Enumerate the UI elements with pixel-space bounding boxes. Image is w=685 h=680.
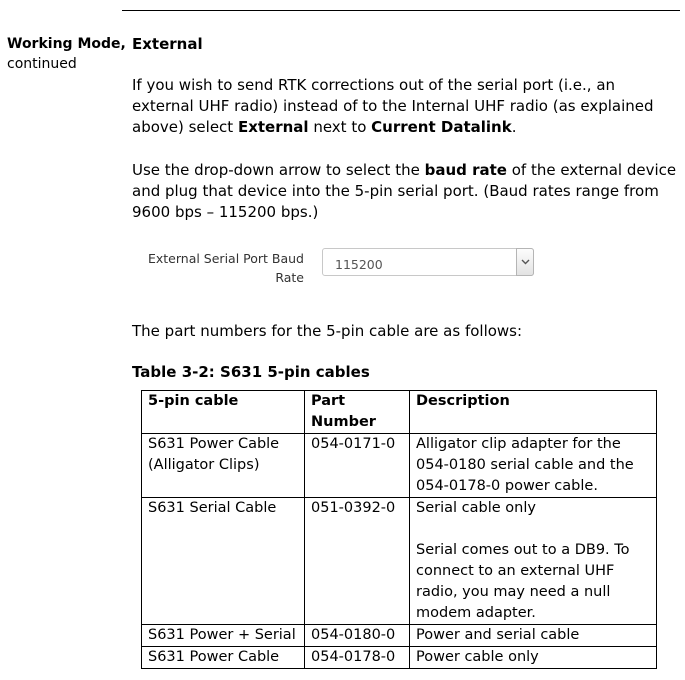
cell-part-number: 054-0178-0 — [305, 647, 410, 669]
para1-bold-datalink: Current Datalink — [371, 118, 512, 136]
para1-text-a: If you wish to send RTK corrections out of the serial port (i.e., an external UHF radio) instead of to the Internal UHF radio (as explained above) select — [132, 76, 654, 136]
main-content — [132, 34, 677, 669]
cell-part-number: 054-0171-0 — [305, 434, 410, 498]
table-caption: Table 3-2: S631 5-pin cables — [132, 363, 370, 381]
para2-text-b: of the external device and plug that device into the 5-pin serial port. (Baud rates range from 9600 bps – 115200 bps.) — [132, 161, 677, 221]
baud-rate-select[interactable] — [322, 248, 534, 276]
cables-table — [141, 390, 657, 669]
table-row — [142, 625, 657, 647]
para1-bold-external: External — [237, 118, 309, 136]
para1-text-b: next to — [308, 118, 372, 136]
baud-rate-label-line1: External Serial Port Baud — [147, 251, 304, 266]
description-note: Serial comes out to a DB9. To connect to an external UHF radio, you may need a null modem adapter. — [416, 542, 630, 621]
baud-paragraph — [132, 160, 677, 223]
cell-description — [410, 498, 657, 625]
cell-cable: S631 Serial Cable — [142, 498, 305, 625]
para2-text-a: Use the drop-down arrow to select the — [132, 161, 425, 179]
baud-rate-label — [132, 249, 304, 287]
side-heading-continued: continued — [7, 56, 77, 72]
baud-rate-selected-value: 115200 — [335, 257, 383, 272]
part-numbers-paragraph: The part numbers for the 5-pin cable are as follows: — [132, 322, 523, 340]
header-description: Description — [410, 391, 657, 434]
description-line: Serial cable only — [416, 500, 536, 516]
table-row — [142, 434, 657, 498]
top-rule — [122, 10, 680, 11]
description-spacer — [416, 519, 652, 540]
chevron-down-icon — [521, 259, 530, 265]
header-part-number: Part Number — [305, 391, 410, 434]
cell-cable: S631 Power + Serial — [142, 625, 305, 647]
cell-part-number: 054-0180-0 — [305, 625, 410, 647]
cell-description: Power cable only — [410, 647, 657, 669]
header-cable: 5-pin cable — [142, 391, 305, 434]
baud-rate-form-row — [132, 241, 677, 285]
external-paragraph — [132, 75, 677, 138]
side-heading-title: Working Mode, — [7, 36, 126, 52]
table-row — [142, 647, 657, 669]
cell-description: Alligator clip adapter for the 054-0180 serial cable and the 054-0178-0 power cable. — [410, 434, 657, 498]
cell-cable: S631 Power Cable — [142, 647, 305, 669]
side-heading — [7, 34, 126, 74]
section-title: External — [132, 35, 203, 53]
table-header-row — [142, 391, 657, 434]
table-row — [142, 498, 657, 625]
para1-text-c: . — [511, 118, 517, 136]
cell-cable: S631 Power Cable (Alligator Clips) — [142, 434, 305, 498]
baud-rate-dropdown-button[interactable] — [516, 248, 534, 276]
cell-description: Power and serial cable — [410, 625, 657, 647]
baud-rate-label-line2: Rate — [275, 270, 304, 285]
para2-bold-baud: baud rate — [424, 161, 507, 179]
cell-part-number: 051-0392-0 — [305, 498, 410, 625]
